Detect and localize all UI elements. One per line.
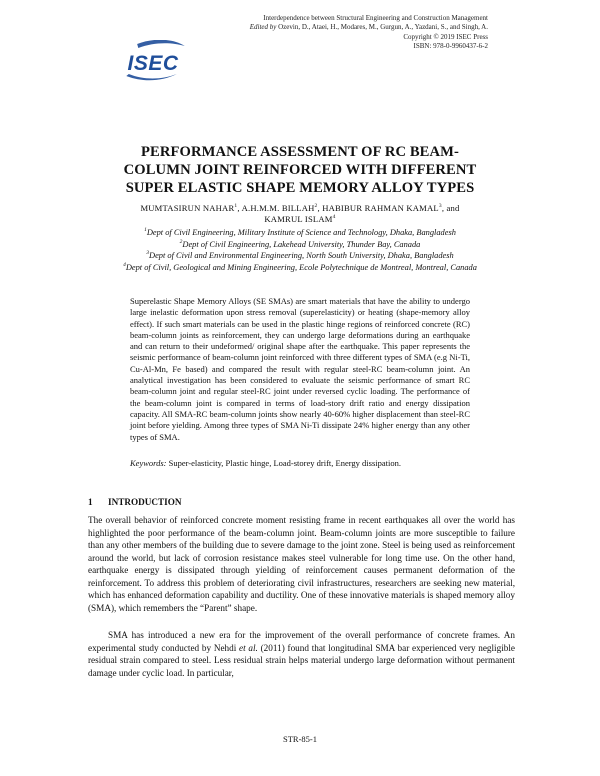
author-2: A.H.M.M. BILLAH <box>241 203 315 213</box>
author-1: MUMTASIRUN NAHAR <box>140 203 235 213</box>
affiliation-list <box>60 227 540 273</box>
affiliation-4: $^4$Dept of Civil, Geological and Mining Engineering, Ecole Polytechnique de Montreal, Montreal, Canada <box>123 261 477 272</box>
author-list: MUMTASIRUN NAHAR$^1$, A.H.M.M. BILLAH$^2$, HABIBUR RAHMAN KAMAL$^3$, and KAMRUL ISLAM$^4$ <box>140 203 460 224</box>
body-paragraph-2: SMA has introduced a new era for the improvement of the overall performance of concrete frames. An experimental study conducted by Nehdi et al. (2011) found that longitudinal SMA bar experienced very negligible residual strain compared to steel. Less residual strain helps material undergo large deformation without permanent damage under cyclic load. In particular, <box>88 630 515 678</box>
header-isbn: ISBN: 978-0-9960437-6-2 <box>413 42 488 51</box>
section-title: INTRODUCTION <box>108 497 182 507</box>
keywords-label: Keywords: <box>130 458 167 468</box>
paper-title: PERFORMANCE ASSESSMENT OF RC BEAM- COLUMN JOINT REINFORCED WITH DIFFERENT SUPER ELASTIC SHAPE MEMORY ALLOY TYPES <box>123 144 477 196</box>
section-number: 1 <box>88 497 93 507</box>
section-heading <box>88 497 182 507</box>
header-line1: Interdependence between Structural Engineering and Construction Management <box>263 14 488 22</box>
header-copyright: Copyright © 2019 ISEC Press <box>403 32 488 41</box>
affiliation-3: $^3$Dept of Civil and Environmental Engineering, North South University, Dhaka, Bangladesh <box>146 250 454 261</box>
abstract: Superelastic Shape Memory Alloys (SE SMAs) are smart materials that have the ability to undergo large inelastic deformation upon stress removal (superelasticity) or heating (shape-memory alloy effect). If such smart materials can be used in the plastic hinge regions of reinforced concrete (RC) beam-column joints as reinforcement, they can undergo large deformations during an earthquake and can return to their undeformed/ original shape after the earthquake. This paper represents the seismic performance of beam-column joint reinforced with three different types of SMA (e.g Ni-Ti, Cu-Al-Mn, Fe based) and compared the result with regular steel-RC beam-column joint. An analytical investigation has been considered to evaluate the seismic performance of smart RC beam-column joint and regular steel-RC joint under reversed cyclic loading. The performance of the beam-column joint is compared in terms of load-story drift ratio and energy dissipation capacity. All SMA-RC beam-column joints show nearly 40-60% higher displacement than steel-RC joint before yielding. Among three types of SMA Ni-Ti dissipate 24% higher energy than any other types of SMA. <box>130 296 470 442</box>
logo-text: ISEC <box>127 52 179 75</box>
proceedings-header <box>250 14 488 52</box>
page-number: STR-85-1 <box>283 734 317 744</box>
body-paragraph-1: The overall behavior of reinforced concrete moment resisting frame in recent earthquakes all over the world has highlighted the poor performance of the beam-column joint. Beam-column joints are more susceptible to failure than any other members of the building due to severe damage to the joint zone. Steel is being used as reinforcement around the world, but lack of corrosion resistance makes steel vulnerable for long time use. On the other hand, earthquake energy is dissipated through yielding of reinforcement causes permanent deformation of the reinforcement. To address this problem of deteriorating civil infrastructures, researchers are seeking new material, which has enhanced deformation capability and ductility. One of these innovative materials is shaped memory alloy (SMA), which remembers the “Parent” shape. <box>88 515 515 613</box>
keywords-text: Super-elasticity, Plastic hinge, Load-storey drift, Energy dissipation. <box>168 458 401 468</box>
affiliation-2: $^2$Dept of Civil Engineering, Lakehead University, Thunder Bay, Canada <box>179 238 421 249</box>
isec-logo <box>118 40 190 84</box>
author-4: KAMRUL ISLAM <box>264 214 333 224</box>
author-3: HABIBUR RAHMAN KAMAL <box>322 203 439 213</box>
keywords <box>130 458 470 469</box>
header-editors: Edited by Ozevin, D., Ataei, H., Modares, M., Gurgun, A., Yazdani, S., and Singh, A. <box>249 23 488 32</box>
affiliation-1: $^1$Dept of Civil Engineering, Military Institute of Science and Technology, Dhaka, Bangladesh <box>144 227 456 237</box>
